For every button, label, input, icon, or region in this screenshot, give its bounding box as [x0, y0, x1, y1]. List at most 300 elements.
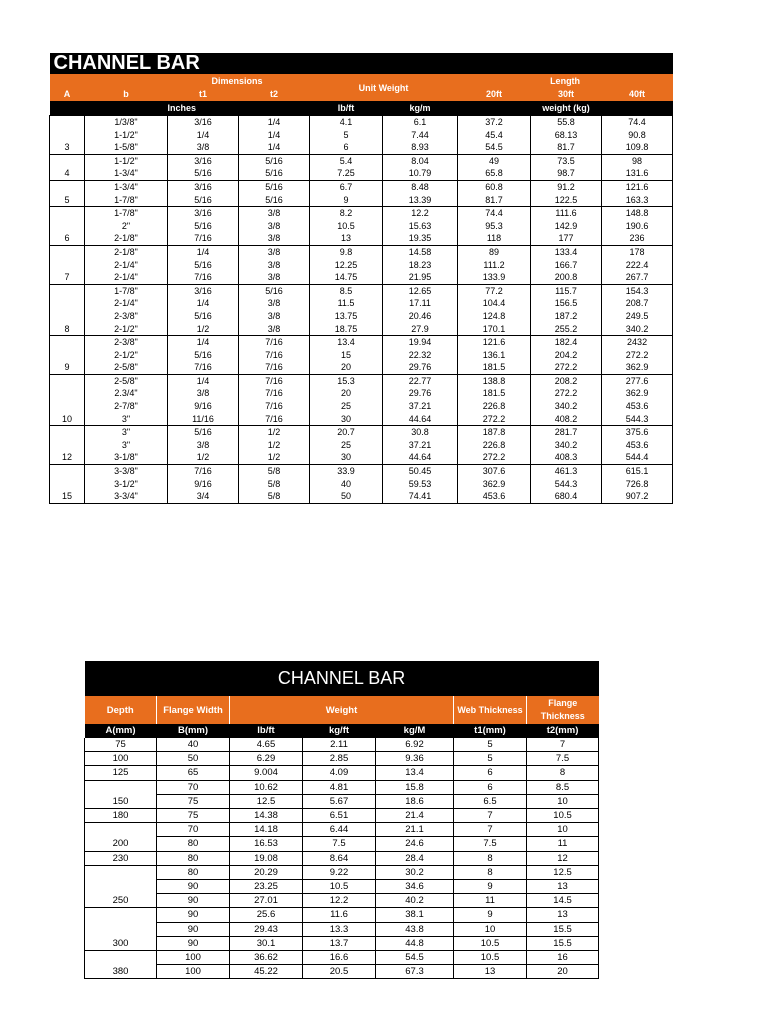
cell-w40: 272.2 — [602, 349, 673, 362]
cell-b: 1-7/8" — [85, 194, 168, 207]
cell-t1: 7/16 — [168, 361, 239, 374]
table-row — [85, 823, 599, 837]
cell-b: 70 — [157, 823, 230, 837]
cell-lb: 6.7 — [310, 180, 383, 193]
cell-w40: 121.6 — [602, 180, 673, 193]
cell-w40: 90.8 — [602, 129, 673, 142]
cell-w20: 89 — [458, 245, 531, 258]
cell-lb: 16.53 — [230, 837, 303, 851]
cell-a — [50, 478, 85, 491]
header-spacer — [458, 101, 531, 116]
cell-a — [50, 154, 85, 167]
cell-w20: 307.6 — [458, 465, 531, 478]
cell-lb: 30.1 — [230, 936, 303, 950]
cell-kg: 7.44 — [383, 129, 458, 142]
cell-kg: 15.63 — [383, 220, 458, 233]
cell-w40: 453.6 — [602, 439, 673, 452]
table-row — [85, 865, 599, 879]
cell-kgft: 10.5 — [303, 880, 376, 894]
cell-kgm: 21.1 — [376, 823, 454, 837]
cell-t2: 3/8 — [239, 271, 310, 284]
cell-kgm: 24.6 — [376, 837, 454, 851]
cell-a — [85, 865, 157, 879]
cell-kg: 22.77 — [383, 374, 458, 387]
cell-t1: 3/16 — [168, 207, 239, 220]
cell-kgm: 54.5 — [376, 951, 454, 965]
table-row — [50, 349, 673, 362]
cell-b: 2-5/8" — [85, 361, 168, 374]
cell-w30: 340.2 — [531, 439, 602, 452]
cell-lb: 20.29 — [230, 865, 303, 879]
cell-kg: 17.11 — [383, 297, 458, 310]
cell-a — [85, 880, 157, 894]
table-row — [85, 766, 599, 780]
cell-a — [50, 207, 85, 220]
cell-w30: 55.8 — [531, 116, 602, 129]
cell-a: 200 — [85, 837, 157, 851]
cell-w30: 81.7 — [531, 141, 602, 154]
cell-t2: 13 — [527, 908, 599, 922]
cell-t1: 6 — [454, 766, 527, 780]
cell-lb: 7.25 — [310, 167, 383, 180]
cell-a — [85, 951, 157, 965]
cell-t2: 5/8 — [239, 490, 310, 503]
cell-kg: 8.48 — [383, 180, 458, 193]
cell-b: 3" — [85, 413, 168, 426]
table-row — [50, 232, 673, 245]
table-row — [50, 439, 673, 452]
cell-kgm: 6.92 — [376, 738, 454, 752]
cell-kg: 27.9 — [383, 323, 458, 336]
cell-t2: 8.5 — [527, 780, 599, 794]
cell-b: 2-1/8" — [85, 245, 168, 258]
cell-kgm: 67.3 — [376, 965, 454, 979]
cell-b: 1-7/8" — [85, 284, 168, 297]
cell-t2: 13 — [527, 880, 599, 894]
cell-t1: 3/8 — [168, 141, 239, 154]
cell-lb: 30 — [310, 413, 383, 426]
cell-t1: 5/16 — [168, 426, 239, 439]
cell-lb: 12.25 — [310, 259, 383, 272]
cell-kg: 37.21 — [383, 400, 458, 413]
table-row — [50, 207, 673, 220]
table-row — [50, 116, 673, 129]
table-row — [50, 400, 673, 413]
header-spacer — [239, 101, 310, 116]
cell-t1: 13 — [454, 965, 527, 979]
cell-t1: 9/16 — [168, 478, 239, 491]
cell-kgm: 28.4 — [376, 851, 454, 865]
cell-lb: 5 — [310, 129, 383, 142]
cell-w30: 680.4 — [531, 490, 602, 503]
table-row — [85, 894, 599, 908]
table-row — [50, 284, 673, 297]
cell-w40: 2432 — [602, 336, 673, 349]
cell-t2: 20 — [527, 965, 599, 979]
cell-t2: 1/2 — [239, 426, 310, 439]
cell-kg: 44.64 — [383, 451, 458, 464]
header-kgM: kg/M — [376, 724, 454, 738]
cell-w40: 74.4 — [602, 116, 673, 129]
cell-t1: 3/16 — [168, 116, 239, 129]
cell-t2: 5/16 — [239, 167, 310, 180]
cell-lb: 30 — [310, 451, 383, 464]
cell-a: 12 — [50, 451, 85, 464]
cell-w20: 121.6 — [458, 336, 531, 349]
table2-title: CHANNEL BAR — [85, 661, 599, 696]
cell-kg: 13.39 — [383, 194, 458, 207]
cell-t2: 1/4 — [239, 129, 310, 142]
cell-t2: 7.5 — [527, 752, 599, 766]
cell-t2: 7/16 — [239, 400, 310, 413]
cell-w20: 74.4 — [458, 207, 531, 220]
cell-w20: 49 — [458, 154, 531, 167]
cell-w30: 115.7 — [531, 284, 602, 297]
cell-b: 65 — [157, 766, 230, 780]
cell-lb: 14.18 — [230, 823, 303, 837]
cell-w30: 156.5 — [531, 297, 602, 310]
header-40ft: 40ft — [602, 88, 673, 101]
table-row — [50, 336, 673, 349]
cell-t1: 9 — [454, 880, 527, 894]
cell-w30: 544.3 — [531, 478, 602, 491]
cell-w40: 453.6 — [602, 400, 673, 413]
cell-b: 75 — [157, 809, 230, 823]
cell-t1: 3/16 — [168, 154, 239, 167]
cell-kg: 6.1 — [383, 116, 458, 129]
cell-w30: 133.4 — [531, 245, 602, 258]
cell-t2: 5/16 — [239, 180, 310, 193]
cell-b: 2-1/4" — [85, 271, 168, 284]
cell-w20: 453.6 — [458, 490, 531, 503]
cell-a: 125 — [85, 766, 157, 780]
cell-b: 3-1/8" — [85, 451, 168, 464]
cell-w20: 118 — [458, 232, 531, 245]
cell-kgm: 9.36 — [376, 752, 454, 766]
table-row — [85, 780, 599, 794]
cell-kgft: 8.64 — [303, 851, 376, 865]
cell-w30: 208.2 — [531, 374, 602, 387]
table-row — [50, 259, 673, 272]
cell-t1: 1/2 — [168, 323, 239, 336]
cell-w40: 544.3 — [602, 413, 673, 426]
cell-lb: 20 — [310, 387, 383, 400]
table-row — [50, 374, 673, 387]
cell-kgft: 5.67 — [303, 794, 376, 808]
cell-w20: 181.5 — [458, 387, 531, 400]
cell-b: 90 — [157, 922, 230, 936]
cell-lb: 6 — [310, 141, 383, 154]
header-t1: t1 — [168, 88, 239, 101]
cell-a: 180 — [85, 809, 157, 823]
cell-lb: 23.25 — [230, 880, 303, 894]
table-row — [85, 965, 599, 979]
table-row — [50, 129, 673, 142]
cell-w40: 726.8 — [602, 478, 673, 491]
cell-b: 2-1/4" — [85, 259, 168, 272]
cell-kgm: 38.1 — [376, 908, 454, 922]
cell-t2: 3/8 — [239, 245, 310, 258]
cell-b: 1-3/4" — [85, 167, 168, 180]
cell-kgft: 11.6 — [303, 908, 376, 922]
cell-t2: 3/8 — [239, 259, 310, 272]
cell-kgft: 2.11 — [303, 738, 376, 752]
cell-t2: 5/16 — [239, 194, 310, 207]
cell-b: 80 — [157, 865, 230, 879]
cell-lb: 20 — [310, 361, 383, 374]
cell-t2: 12.5 — [527, 865, 599, 879]
cell-w20: 133.9 — [458, 271, 531, 284]
cell-lb: 15 — [310, 349, 383, 362]
cell-a: 10 — [50, 413, 85, 426]
cell-lb: 10.5 — [310, 220, 383, 233]
cell-kgm: 34.6 — [376, 880, 454, 894]
table-row — [85, 936, 599, 950]
cell-kgm: 15.8 — [376, 780, 454, 794]
cell-t2: 15.5 — [527, 922, 599, 936]
table-row — [85, 908, 599, 922]
cell-t1: 9/16 — [168, 400, 239, 413]
cell-a: 75 — [85, 738, 157, 752]
cell-t2: 3/8 — [239, 232, 310, 245]
cell-w20: 104.4 — [458, 297, 531, 310]
cell-lb: 4.1 — [310, 116, 383, 129]
cell-t1: 7 — [454, 809, 527, 823]
cell-b: 2.3/4" — [85, 387, 168, 400]
cell-kg: 8.04 — [383, 154, 458, 167]
cell-w30: 177 — [531, 232, 602, 245]
table-row — [50, 167, 673, 180]
cell-w30: 204.2 — [531, 349, 602, 362]
cell-t1: 5/16 — [168, 349, 239, 362]
cell-t2: 5/16 — [239, 284, 310, 297]
cell-b: 1-7/8" — [85, 207, 168, 220]
cell-kg: 59.53 — [383, 478, 458, 491]
cell-t2: 7/16 — [239, 361, 310, 374]
cell-t2: 1/2 — [239, 451, 310, 464]
table-row — [50, 141, 673, 154]
cell-w20: 54.5 — [458, 141, 531, 154]
cell-t1: 5/16 — [168, 259, 239, 272]
cell-w40: 277.6 — [602, 374, 673, 387]
cell-t1: 1/4 — [168, 129, 239, 142]
header-t1-mm: t1(mm) — [454, 724, 527, 738]
cell-t1: 3/8 — [168, 439, 239, 452]
cell-w20: 124.8 — [458, 310, 531, 323]
cell-t1: 1/4 — [168, 336, 239, 349]
header-web-thickness: Web Thickness — [454, 696, 527, 724]
cell-t2: 5/8 — [239, 465, 310, 478]
cell-w20: 226.8 — [458, 439, 531, 452]
cell-w40: 190.6 — [602, 220, 673, 233]
cell-w40: 267.7 — [602, 271, 673, 284]
cell-b: 2-5/8" — [85, 374, 168, 387]
header-a-mm: A(mm) — [85, 724, 157, 738]
cell-kgft: 9.22 — [303, 865, 376, 879]
cell-b: 2" — [85, 220, 168, 233]
cell-w40: 362.9 — [602, 361, 673, 374]
cell-a: 4 — [50, 167, 85, 180]
cell-w20: 95.3 — [458, 220, 531, 233]
cell-kgft: 13.7 — [303, 936, 376, 950]
cell-b: 3-1/2" — [85, 478, 168, 491]
cell-a — [50, 465, 85, 478]
cell-b: 40 — [157, 738, 230, 752]
table-row — [50, 387, 673, 400]
cell-lb: 13.75 — [310, 310, 383, 323]
table2-body — [85, 738, 599, 979]
cell-t1: 7.5 — [454, 837, 527, 851]
cell-kgft: 2.85 — [303, 752, 376, 766]
cell-w30: 98.7 — [531, 167, 602, 180]
cell-b: 2-3/8" — [85, 336, 168, 349]
cell-a — [50, 297, 85, 310]
cell-kg: 8.93 — [383, 141, 458, 154]
cell-t2: 10 — [527, 794, 599, 808]
cell-lb: 9 — [310, 194, 383, 207]
cell-t2: 1/2 — [239, 439, 310, 452]
cell-w30: 68.13 — [531, 129, 602, 142]
cell-t2: 3/8 — [239, 220, 310, 233]
cell-kgm: 30.2 — [376, 865, 454, 879]
cell-w20: 272.2 — [458, 413, 531, 426]
cell-t1: 1/4 — [168, 374, 239, 387]
header-b-mm: B(mm) — [157, 724, 230, 738]
table-row — [85, 738, 599, 752]
header-kgm: kg/m — [383, 101, 458, 116]
cell-w30: 111.6 — [531, 207, 602, 220]
cell-b: 70 — [157, 780, 230, 794]
table-row — [50, 271, 673, 284]
cell-w40: 131.6 — [602, 167, 673, 180]
cell-t2: 1/4 — [239, 141, 310, 154]
cell-kgm: 44.8 — [376, 936, 454, 950]
cell-a — [50, 116, 85, 129]
table-row — [50, 323, 673, 336]
table-row — [85, 837, 599, 851]
cell-lb: 20.7 — [310, 426, 383, 439]
table-row — [50, 220, 673, 233]
cell-w30: 408.3 — [531, 451, 602, 464]
cell-kgft: 4.09 — [303, 766, 376, 780]
cell-t2: 8 — [527, 766, 599, 780]
cell-t2: 10 — [527, 823, 599, 837]
cell-w40: 340.2 — [602, 323, 673, 336]
cell-lb: 25 — [310, 400, 383, 413]
cell-a: 3 — [50, 141, 85, 154]
cell-t1: 8 — [454, 865, 527, 879]
header-kgft: kg/ft — [303, 724, 376, 738]
cell-t1: 11/16 — [168, 413, 239, 426]
cell-t1: 6.5 — [454, 794, 527, 808]
cell-t2: 10.5 — [527, 809, 599, 823]
cell-lb: 14.75 — [310, 271, 383, 284]
cell-t2: 3/8 — [239, 323, 310, 336]
cell-lb: 19.08 — [230, 851, 303, 865]
table-row — [85, 809, 599, 823]
cell-t1: 3/4 — [168, 490, 239, 503]
table-row — [50, 361, 673, 374]
cell-w40: 222.4 — [602, 259, 673, 272]
cell-t2: 5/16 — [239, 154, 310, 167]
cell-kg: 21.95 — [383, 271, 458, 284]
cell-a: 6 — [50, 232, 85, 245]
cell-a: 300 — [85, 936, 157, 950]
header-30ft: 30ft — [531, 88, 602, 101]
cell-a: 230 — [85, 851, 157, 865]
cell-lb: 40 — [310, 478, 383, 491]
cell-w20: 181.5 — [458, 361, 531, 374]
table-row — [85, 752, 599, 766]
cell-w20: 170.1 — [458, 323, 531, 336]
cell-b: 1-3/4" — [85, 180, 168, 193]
cell-lb: 11.5 — [310, 297, 383, 310]
cell-t2: 7/16 — [239, 349, 310, 362]
header-spacer — [50, 101, 168, 116]
cell-w30: 281.7 — [531, 426, 602, 439]
cell-a: 150 — [85, 794, 157, 808]
cell-kgft: 20.5 — [303, 965, 376, 979]
cell-kgft: 16.6 — [303, 951, 376, 965]
cell-w30: 200.8 — [531, 271, 602, 284]
cell-b: 50 — [157, 752, 230, 766]
cell-t1: 11 — [454, 894, 527, 908]
cell-w30: 122.5 — [531, 194, 602, 207]
table-row — [50, 413, 673, 426]
cell-lb: 36.62 — [230, 951, 303, 965]
cell-a — [85, 823, 157, 837]
cell-kg: 18.23 — [383, 259, 458, 272]
cell-b: 3" — [85, 439, 168, 452]
table-row — [50, 465, 673, 478]
cell-kg: 22.32 — [383, 349, 458, 362]
cell-a — [50, 400, 85, 413]
cell-w20: 60.8 — [458, 180, 531, 193]
table-row — [50, 154, 673, 167]
cell-kgm: 13.4 — [376, 766, 454, 780]
header-b: b — [85, 88, 168, 101]
cell-w20: 362.9 — [458, 478, 531, 491]
cell-t2: 7/16 — [239, 374, 310, 387]
cell-w20: 226.8 — [458, 400, 531, 413]
cell-w40: 544.4 — [602, 451, 673, 464]
cell-lb: 14.38 — [230, 809, 303, 823]
cell-a — [50, 129, 85, 142]
cell-a — [50, 439, 85, 452]
cell-w40: 109.8 — [602, 141, 673, 154]
header-lbft: lb/ft — [230, 724, 303, 738]
cell-kgft: 13.3 — [303, 922, 376, 936]
cell-t1: 7/16 — [168, 465, 239, 478]
table-row — [85, 880, 599, 894]
table-row — [85, 951, 599, 965]
cell-kg: 74.41 — [383, 490, 458, 503]
cell-t2: 7/16 — [239, 387, 310, 400]
cell-a — [50, 245, 85, 258]
cell-t1: 7/16 — [168, 271, 239, 284]
cell-kg: 14.58 — [383, 245, 458, 258]
cell-a — [50, 387, 85, 400]
cell-w30: 73.5 — [531, 154, 602, 167]
cell-w20: 138.8 — [458, 374, 531, 387]
cell-lb: 10.62 — [230, 780, 303, 794]
cell-lb: 25 — [310, 439, 383, 452]
cell-kg: 37.21 — [383, 439, 458, 452]
table-row — [50, 180, 673, 193]
cell-a — [85, 908, 157, 922]
cell-b: 90 — [157, 880, 230, 894]
cell-b: 80 — [157, 837, 230, 851]
